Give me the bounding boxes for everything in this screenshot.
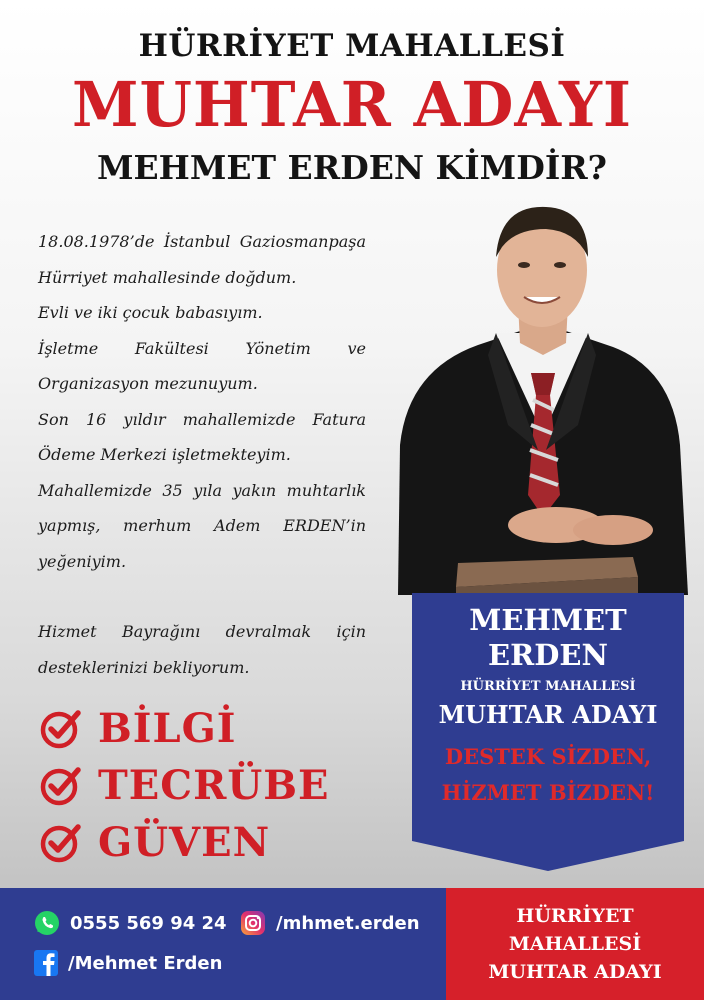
facebook-contact[interactable] — [34, 950, 222, 976]
candidate-photo — [388, 195, 694, 595]
slogan-line-2: HİZMET BİZDEN! — [441, 780, 655, 805]
banner-last-name: ERDEN — [488, 638, 608, 672]
biography — [38, 224, 366, 685]
footer-candidate-box — [446, 888, 704, 1000]
footer-red-line-1: HÜRRİYET — [516, 905, 634, 927]
bio-paragraph: 18.08.1978’de İstanbul Gaziosmanpaşa Hürriyet mahallesinde doğdum. — [38, 232, 366, 287]
phone-number: 0555 569 94 24 — [70, 912, 227, 934]
footer-red-line-2: MAHALLESİ — [508, 933, 642, 955]
footer-red-line-3: MUHTAR ADAYI — [488, 961, 662, 983]
value-label: GÜVEN — [98, 818, 271, 866]
bio-paragraph: İşletme Fakültesi Yönetim ve Organizasyon mezunuyum. — [38, 338, 366, 393]
neighborhood-heading: HÜRRİYET MAHALLESİ — [138, 28, 566, 64]
banner-text — [412, 603, 684, 811]
banner-first-name: MEHMET — [469, 603, 627, 637]
instagram-icon — [240, 910, 266, 936]
spacer — [38, 579, 366, 614]
banner-role: MUHTAR ADAYI — [438, 700, 658, 729]
phone-contact[interactable] — [34, 910, 227, 936]
footer — [0, 888, 704, 1000]
facebook-icon — [34, 950, 58, 976]
facebook-handle: /Mehmet Erden — [68, 952, 223, 974]
value-item — [40, 700, 330, 756]
bio-paragraph: Son 16 yıldır mahallemizde Fatura Ödeme Merkezi işletmekteyim. — [38, 409, 366, 464]
value-label: BİLGİ — [98, 704, 237, 752]
value-label: TECRÜBE — [98, 761, 330, 809]
check-circle-icon — [40, 764, 82, 806]
value-item — [40, 757, 330, 813]
banner-neighborhood: HÜRRİYET MAHALLESİ — [460, 679, 636, 694]
whatsapp-icon — [34, 910, 60, 936]
check-circle-icon — [40, 707, 82, 749]
bio-paragraph: Mahallemizde 35 yıla yakın muhtarlık yapmış, merhum Adem ERDEN’in yeğeniyim. — [38, 480, 366, 571]
bio-paragraph: Evli ve iki çocuk babasıyım. — [38, 303, 263, 322]
instagram-contact[interactable] — [240, 910, 420, 936]
header — [0, 28, 704, 187]
banner-slogan — [412, 739, 684, 811]
main-title: MUHTAR ADAYI — [71, 68, 633, 141]
check-circle-icon — [40, 821, 82, 863]
bio-paragraph: Hizmet Bayrağını devralmak için desteklerinizi bekliyorum. — [38, 622, 366, 677]
values-list — [40, 700, 330, 871]
value-item — [40, 814, 330, 870]
candidate-banner — [412, 593, 684, 871]
instagram-handle: /mhmet.erden — [276, 912, 420, 934]
question-heading: MEHMET ERDEN KİMDİR? — [96, 148, 608, 187]
slogan-line-1: DESTEK SİZDEN, — [444, 744, 652, 769]
